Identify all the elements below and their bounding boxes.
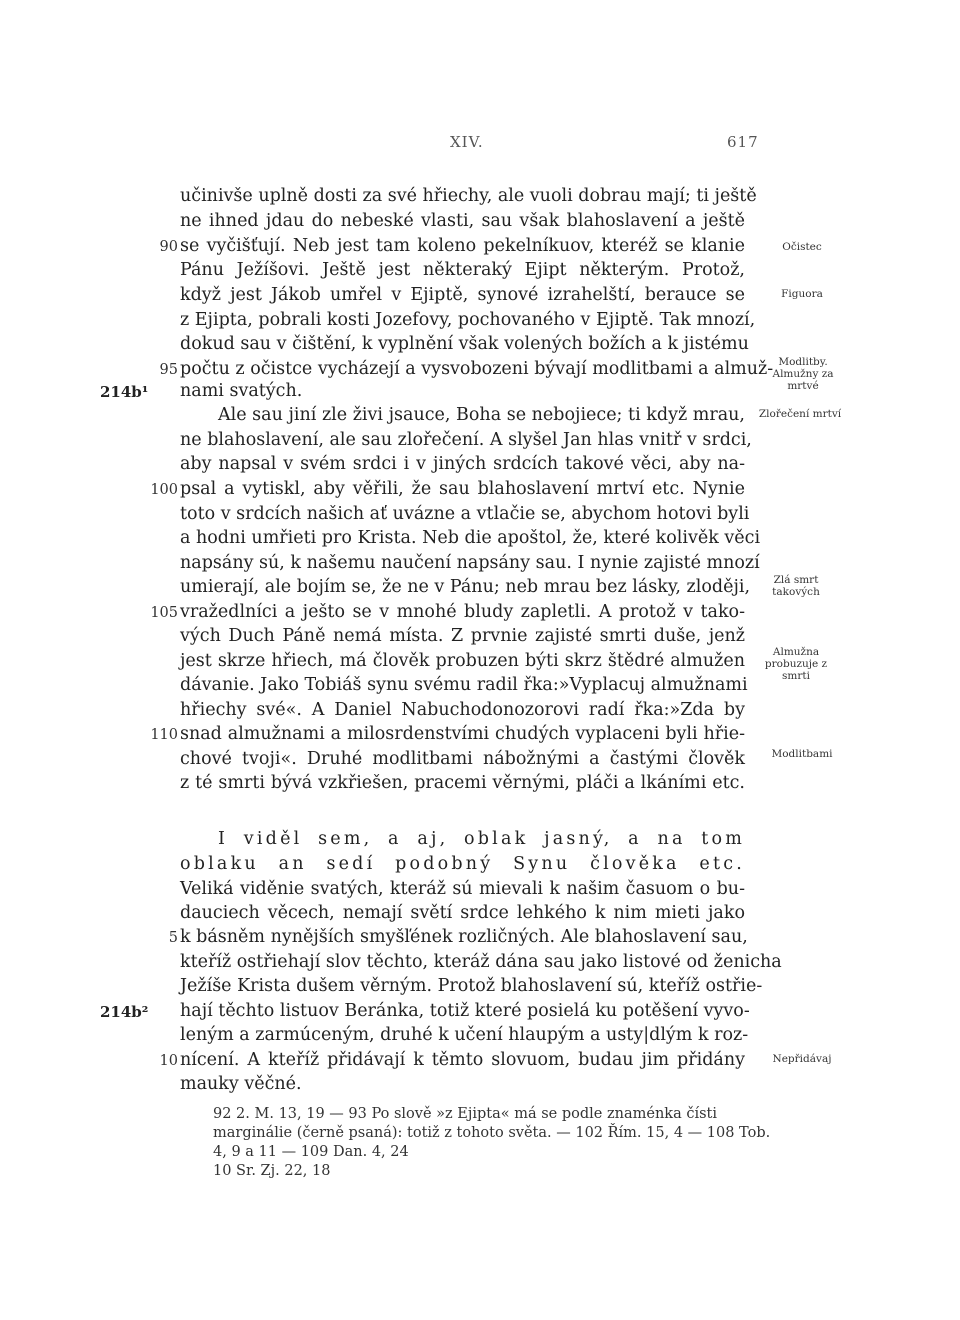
page-number: 617 bbox=[727, 133, 759, 151]
folio-marker: 214b¹ bbox=[100, 383, 149, 401]
text-line: leným a zarmúceným, druhé k učení hlaupým a usty|dlým k roz- bbox=[180, 1025, 749, 1045]
text-line: napsány sú, k našemu naučení napsány sau. I nynie zajisté mnozí bbox=[180, 553, 760, 573]
text-line: Pánu Ježíšovi. Ještě jest některaký Ejipt některým. Protož, bbox=[180, 260, 745, 280]
text-line: kteříž ostřiehají slov těchto, kteráž dána sau jako listové od ženicha bbox=[180, 952, 782, 972]
margin-note: Almužna probuzuje z smrti bbox=[764, 646, 828, 682]
footnotes bbox=[213, 1105, 771, 1181]
margin-note: Modlitby. Almužny za mrtvé bbox=[772, 356, 834, 392]
text-line: Veliká viděnie svatých, kteráž sú mievali k našim časuom o bu- bbox=[180, 879, 745, 899]
text-line: dauciech věcech, nemají světí srdce lehkého k nim mieti jako bbox=[180, 903, 745, 923]
text-line: Ježíše Krista dušem věrným. Protož blahoslavení sú, kteříž ostřie- bbox=[180, 976, 763, 996]
margin-note: Modlitbami bbox=[771, 748, 833, 760]
footnote-line: marginálie (černě psaná): totiž z tohoto světa. — 102 Řím. 15, 4 — 108 Tob. bbox=[213, 1125, 771, 1141]
text-line: hají těchto listuov Beránka, totiž které posielá ku potěšení vyvo- bbox=[180, 1001, 750, 1021]
text-line: mauky věčné. bbox=[180, 1074, 302, 1094]
chapter-heading: XIV. bbox=[450, 133, 484, 151]
line-number: 105 bbox=[150, 605, 178, 621]
text-line: z Ejipta, pobrali kosti Jozefovy, pochovaného v Ejiptě. Tak mnozí, bbox=[180, 310, 756, 330]
text-line: psal a vytiskl, aby věřili, že sau blahoslavení mrtví etc. Nynie bbox=[180, 479, 745, 499]
line-number: 5 bbox=[168, 930, 178, 946]
text-line: hřiechy své«. A Daniel Nabuchodonozorovi radí řka:»Zda by bbox=[180, 700, 745, 720]
text-line: snad almužnami a milosrdenstvími chudých vyplaceni byli hřie- bbox=[180, 724, 745, 744]
text-line: a hodni umřieti pro Krista. Neb die apoštol, že, které kolivěk věci bbox=[180, 528, 761, 548]
line-number: 10 bbox=[159, 1053, 178, 1069]
text-line: jest skrze hřiech, má člověk probuzen býti skrz štědré almužen bbox=[180, 651, 745, 671]
text-line: ne ihned jdau do nebeské vlasti, sau však blahoslavení a ještě bbox=[180, 211, 745, 231]
line-number: 110 bbox=[150, 727, 178, 743]
folio-marker: 214b² bbox=[100, 1003, 149, 1021]
text-line: umierají, ale bojím se, že ne v Pánu; neb mrau bez lásky, zloději, bbox=[180, 577, 751, 597]
margin-note: Figuora bbox=[781, 288, 823, 300]
margin-note: Zlá smrt takových bbox=[772, 574, 820, 598]
text-line: k básněm nynějších smyšľének rozličných. Ale blahoslavení sau, bbox=[180, 927, 748, 947]
text-line: toto v srdcích našich ať uvázne a vtlačie se, abychom hotovi byli bbox=[180, 504, 750, 524]
margin-note: Zlořečení mrtví bbox=[758, 408, 842, 420]
line-number: 90 bbox=[159, 239, 178, 255]
text-line: vých Duch Páně nemá místa. Z prvnie zajisté smrti duše, jenž bbox=[180, 626, 745, 646]
text-line: z té smrti bývá vzkřiešen, pracemi věrnými, pláči a lkáními etc. bbox=[180, 773, 745, 793]
text-line: nícení. A kteříž přidávají k těmto slovuom, budau jim přidány bbox=[180, 1050, 745, 1070]
text-line: ne blahoslavení, ale sau zlořečení. A slyšel Jan hlas vnitř v srdci, bbox=[180, 430, 752, 450]
margin-note: Nepřidávaj bbox=[772, 1053, 832, 1065]
text-line: nami svatých. bbox=[180, 381, 303, 401]
text-line: Ale sau jiní zle živi jsauce, Boha se nebojiece; ti když mrau, bbox=[218, 405, 745, 425]
text-line: chové tvoji«. Druhé modlitbami nábožnými a častými člověk bbox=[180, 749, 745, 769]
text-line: učinivše uplně dosti za své hřiechy, ale vuoli dobrau mají; ti ještě bbox=[180, 186, 757, 206]
text-line: dávanie. Jako Tobiáš synu svému radil řka:»Vyplacuj almužnami bbox=[180, 675, 748, 695]
text-line: když jest Jákob umřel v Ejiptě, synové izrahelští, berauce se bbox=[180, 285, 745, 305]
text-line: se vyčišťují. Neb jest tam koleno pekelníkuov, kteréž se klanie bbox=[180, 236, 745, 256]
text-line: počtu z očistce vycházejí a vysvobozeni bývají modlitbami a almuž- bbox=[180, 359, 774, 379]
footnote-line: 10 Sr. Zj. 22, 18 bbox=[213, 1163, 331, 1179]
footnote-line: 4, 9 a 11 — 109 Dan. 4, 24 bbox=[213, 1144, 409, 1160]
text-line: aby napsal v svém srdci i v jiných srdcích takové věci, aby na- bbox=[180, 454, 745, 474]
text-line: dokud sau v čištění, k vyplnění však volených božích a k jistému bbox=[180, 334, 749, 354]
footnote-line: 92 2. M. 13, 19 — 93 Po slově »z Ejipta« má se podle znaménka čísti bbox=[213, 1106, 717, 1122]
text-line: oblaku an sedí podobný Synu člověka etc. bbox=[180, 854, 745, 874]
line-number: 100 bbox=[150, 482, 178, 498]
line-number: 95 bbox=[159, 362, 178, 378]
text-line: vražedlníci a ješto se v mnohé bludy zapletli. A protož v tako- bbox=[180, 602, 745, 622]
text-line: I viděl sem, a aj, oblak jasný, a na tom bbox=[218, 829, 745, 849]
margin-note: Očistec bbox=[782, 241, 822, 253]
